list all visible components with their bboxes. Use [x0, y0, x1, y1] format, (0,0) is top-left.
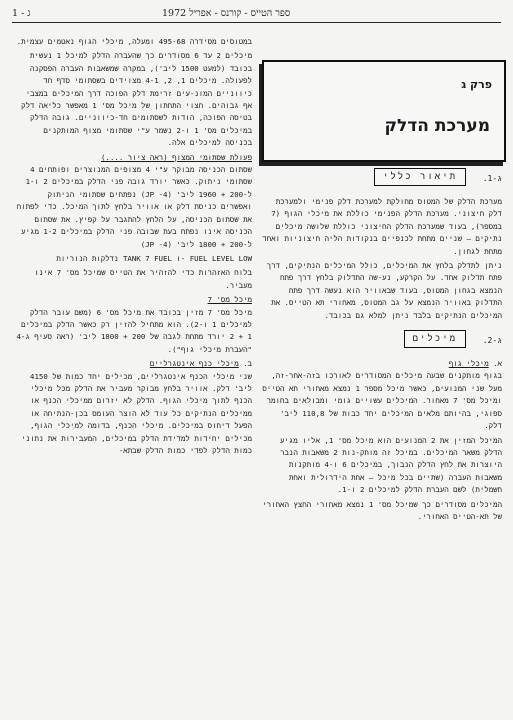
paragraph: מיכלים 2 עד 6 מסודרים כך שהעברה הדלק למיכל 1 נעשית בכובד (למעט 1500 ליב'), במקרה שמשאבות העברה הפסקנה לפעולה. מיכלים 1, 2, 4-1 מצוידים בשסתומי סדף חד כיווניים המונ-עים זרימת דלק הפוכה דרך המיכלים במצבי אף גבוהים. חצוי התחתון של מיכל מס' 1 מאפשר כליאה דלק בטיסה הפוכה, הודות לשסתומים חד-כיווניים. גובה הדלק במיכלים מס' 1 ו-2 נשמר ע"י שסתומי מצוף המותקנים בכניסה למיכלים אלה. — [21, 51, 252, 148]
subsection-label: ב. — [243, 359, 252, 369]
section-2-heading — [262, 330, 502, 352]
paragraph: בגוף מותקנים שבעה מיכלים המסודרים לאורכו בזה-אחר-זה, מעל שני המנועים, כאשר מיכל מספר 1 נמצא מאחורי תא הטייס ומיכל מס' 7 מאחור. המיכלים עשויים גומי ומבולאים בחומר ספוגי, בהיותם מלאים המיכלים יחד כבות של 110,8 ליב' דלק. — [262, 371, 502, 431]
left-column — [16, 36, 252, 459]
subsection-title: מיכלי כנף אינטגרליים — [149, 359, 239, 369]
subheading-float-valves: פעולת שסתומי המצוף (ראה ציור ....) — [101, 152, 252, 162]
book-title: ספר הטייס - קורנס - אפריל 1972 — [162, 8, 291, 19]
chapter-number: פרק ג — [461, 78, 492, 91]
section-number: ג-1. — [482, 174, 502, 183]
paragraph: המיכל המזין את 2 המנועים הוא מיכל מס' 1, אליו מגיע הדלק משאר המיכלים. במיכל זה מותק-נות 2 משאבות הנבר היוצרות את לחץ הדלק הנבוך, במיכלים 6 ו-4 מותקנות משאבות העברה (שתיים בכל מיכל – אחת הידרולית ואחת חשמלית) לשם העברת הדלק למיכלים 2 ו-1. — [280, 435, 502, 495]
paragraph: המיכלים מסודרים כך שמיכל מס' 1 נמצא מאחורי החצץ האחורי של תא-הטייס האחורי. — [262, 499, 502, 521]
paragraph: בלוח האזהרות כדי להזהיר את הטייס שמיכל מס' 7 אינו מעביר. — [34, 268, 252, 290]
paragraph: מערכת הדלק של המטוס מחולקת למערכת דלק פנימי ולמערכת דלק חיצוני. מערכת הדלק הפנימי כוללת את מיכלי הגוף (7 במספר), בעוד שמערכת הדלק החיצוני כוללת שלושה מיכלים נתיקים – שניים מתחת לכנפיים בנקודות הליה חיצוניות ואחד מתחת לגחון. — [262, 197, 502, 256]
chapter-title: מערכת הדלק — [384, 116, 490, 136]
right-column — [262, 168, 502, 525]
paragraph: ניתן לתדלק בלחץ את המיכלים, כולל המיכלים הנתיקים, דרך פתח תדלוק אחד. על הקרקע, נע-שה התדלוק בלחץ דרך פתח הנמצא בגחון המטוס, בעוד שבאוויר הוא נעשה דרך פתח התדלוק באוויר הנמצא על גב המטוס, מאחורי תא הטייס. את המיכלים הנתיקים בלבד ניתן למלא גם בכובד. — [266, 261, 502, 320]
subsection-b-heading — [16, 358, 252, 370]
running-header — [12, 6, 501, 22]
paragraph: שני מיכלי הכנף אינטגרליים, מכילים יחד כמות של 4150 ליב' דלק. אוויר בלחץ מבוקר מעביר את הדלק מכל מיכלי הכנף לתוך מיכלי הגוף. הדלק לא יזרום ממיכלי הכנף או ממיכלים הנתיקים כל עוד לא הוצר העומס בכן-הנתיחה או הפעל דיחוס במיכלים. מיכלי הכנף, בדומה למיכלי הגוף, מכילים יחידות למדידת הדלק במיכלים, המעבירות את נתוני כמות הדלק לפדי כמות הדלק שבתא- — [21, 371, 252, 455]
header-rule — [12, 22, 501, 23]
section-number: ג-2. — [482, 336, 502, 346]
subheading-tank-7: מיכל מס' 7 — [207, 295, 252, 305]
paragraph: במטוסים מסידרה 495-68 ומעלה, מיכלי הגוף נאטמים עצמית. — [16, 37, 252, 46]
subsection-label: א. — [493, 359, 502, 369]
chapter-title-box — [262, 60, 506, 162]
section-title: מיכלים — [404, 330, 466, 348]
subsection-title: מיכלי גוף — [448, 359, 489, 369]
section-1-heading — [262, 168, 502, 190]
subsection-a-heading — [262, 358, 502, 370]
page-number: ג - 1 — [12, 8, 31, 19]
paragraph: שסתום הכניסה מבוקר ע"י 4 מצופים המנוצרים ופותחים 4 שסתומי ניתוק. כאשר יורד גובה פני הדלק במיכלים 2 ו-1 ל-200 + 1960 ליב' (4- JP) נפתחים שסתומי הניתוק ואפשרים כניסת דלק או אוויר בלחץ לתוך המיכל. כדי לפתוח את שסתום הכניסה, על הלחץ להתגבר על קפיץ. את שסתום הכניסה אינו נפתח בעת שבובה פני הדלק במיכלים 1-2 מגיע ל-200 + 1800 ליב' (4- JP) — [16, 165, 252, 249]
paragraph: מיכל מס' 7 מזין בכובד את מיכל מס' 6 (משם עובר הדלק למיכלים 1 ו-2). הוא מתחיל להזין רק כאשר הדלק במיכלים 1 + 2 יורד מתחת לגבה של 200 + 1800 ליב' (ראה סעיף ג-4 "העברת מיכלי גוף"). — [16, 307, 252, 354]
section-title: תיאור כללי — [374, 168, 466, 186]
warning-lights-line: נדלקות הנוריות TANK 7 FUEL ו- FUEL LEVEL LOW — [56, 253, 252, 263]
